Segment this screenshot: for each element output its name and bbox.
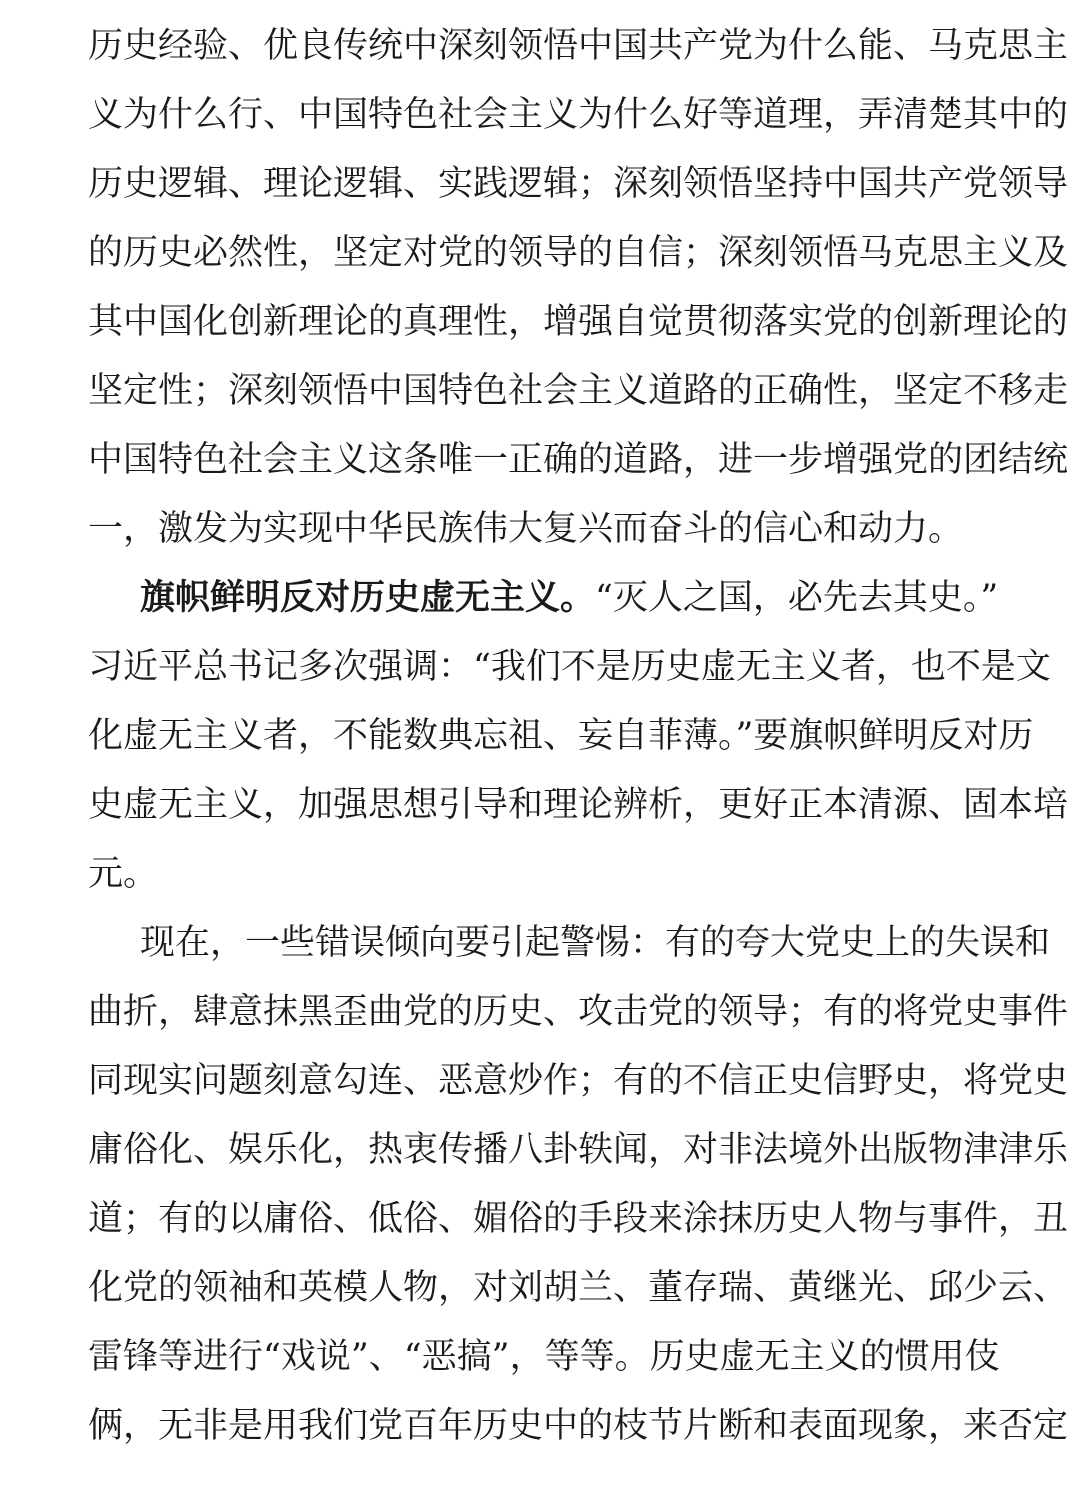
paragraph-1-line-4: 的历史必然性，坚定对党的领导的自信；深刻领悟马克思主义及 xyxy=(88,233,1069,273)
paragraph-3-line-3: 同现实问题刻意勾连、恶意炒作；有的不信正史信野史，将党史 xyxy=(88,1061,1069,1101)
paragraph-3-line-1: 现在，一些错误倾向要引起警惕：有的夸大党史上的失误和 xyxy=(140,923,1051,963)
paragraph-2-line-1 xyxy=(140,564,999,632)
paragraph-2-quote: “灭人之国，必先去其史。” xyxy=(595,578,999,618)
paragraph-3-line-6: 化党的领袖和英模人物，对刘胡兰、董存瑞、黄继光、邱少云、 xyxy=(88,1268,1069,1308)
paragraph-1-line-5: 其中国化创新理论的真理性，增强自觉贯彻落实党的创新理论的 xyxy=(88,302,1069,342)
paragraph-1-line-2: 义为什么行、中国特色社会主义为什么好等道理，弄清楚其中的 xyxy=(88,95,1069,135)
paragraph-2-line-4: 史虚无主义，加强思想引导和理论辨析，更好正本清源、固本培 xyxy=(88,785,1069,825)
paragraph-2-line-5: 元。 xyxy=(88,854,159,894)
paragraph-2-heading: 旗帜鲜明反对历史虚无主义。 xyxy=(140,578,596,618)
paragraph-1-line-6: 坚定性；深刻领悟中国特色社会主义道路的正确性，坚定不移走 xyxy=(88,371,1069,411)
paragraph-2-line-2: 习近平总书记多次强调：“我们不是历史虚无主义者，也不是文 xyxy=(88,647,1051,687)
paragraph-3-line-2: 曲折，肆意抹黑歪曲党的历史、攻击党的领导；有的将党史事件 xyxy=(88,992,1069,1032)
paragraph-1-line-8: 一，激发为实现中华民族伟大复兴而奋斗的信心和动力。 xyxy=(88,509,964,549)
paragraph-1-line-3: 历史逻辑、理论逻辑、实践逻辑；深刻领悟坚持中国共产党领导 xyxy=(88,164,1069,204)
paragraph-2-line-3: 化虚无主义者，不能数典忘祖、妄自菲薄。”要旗帜鲜明反对历 xyxy=(88,716,1034,756)
paragraph-3-line-7: 雷锋等进行“戏说”、“恶搞”，等等。历史虚无主义的惯用伎 xyxy=(88,1337,1000,1377)
paragraph-1-line-1: 历史经验、优良传统中深刻领悟中国共产党为什么能、马克思主 xyxy=(88,26,1069,66)
paragraph-3-line-5: 道；有的以庸俗、低俗、媚俗的手段来涂抹历史人物与事件，丑 xyxy=(88,1199,1069,1239)
paragraph-3-line-4: 庸俗化、娱乐化，热衷传播八卦轶闻，对非法境外出版物津津乐 xyxy=(88,1130,1069,1170)
paragraph-1-line-7: 中国特色社会主义这条唯一正确的道路，进一步增强党的团结统 xyxy=(88,440,1069,480)
paragraph-3-line-8: 俩，无非是用我们党百年历史中的枝节片断和表面现象，来否定 xyxy=(88,1406,1069,1446)
